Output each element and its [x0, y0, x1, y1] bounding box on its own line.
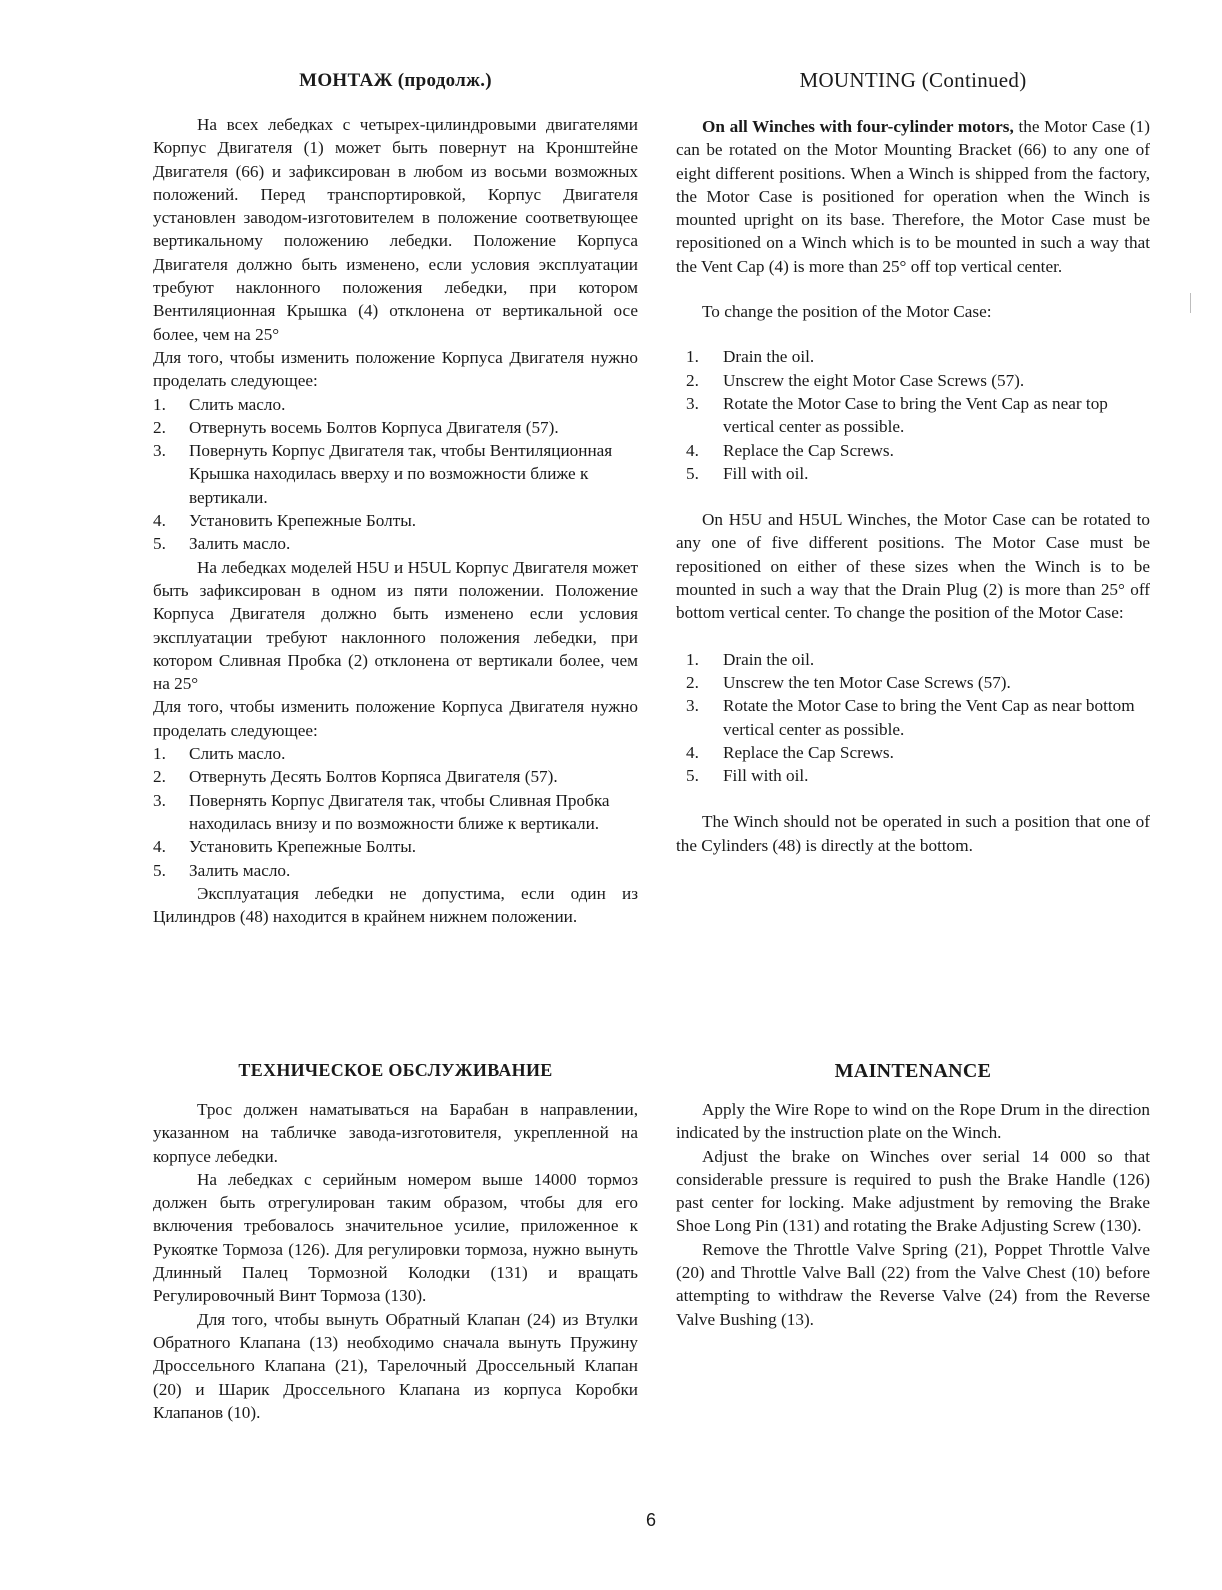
- ru-maintenance-paragraph-1: Трос должен наматываться на Барабан в направлении, указанном на табличке завода-изготовителя, укрепленной на корпусе лебедки.: [153, 1100, 638, 1166]
- list-item-text: Rotate the Motor Case to bring the Vent Cap as near bottom vertical center as possible.: [723, 696, 1135, 739]
- en-maintenance-section: [676, 1098, 1150, 1331]
- list-item: [676, 345, 1150, 368]
- ru-mounting-paragraph-1: На всех лебедках с четырех-цилиндровыми двигателями Корпус Двигателя (1) может быть повернут на Кронштейне Двигателя (66) и зафиксирован в любом из восьми возможных положений. Перед транспортировкой, Корпус Двигателя установлен заводом-изготовителем в положение соответвующее вертикальному положению лебедки. Положение Корпуса Двигателя должно быть изменено, если условия эксплуатации требуют наклонного положения лебедки, при котором Вентиляционная Крышка (4) отклонена от вертикальной осе более, чем на 25°: [153, 115, 638, 344]
- list-item-number: 3.: [153, 790, 166, 810]
- list-item-text: Unscrew the eight Motor Case Screws (57).: [723, 370, 1025, 390]
- list-item-number: 1.: [686, 649, 699, 669]
- list-item-text: Fill with oil.: [723, 463, 809, 483]
- ru-steps-list-1: [153, 393, 638, 556]
- list-item: [153, 509, 638, 532]
- list-item: [153, 439, 638, 509]
- list-item: [153, 835, 638, 858]
- ru-mounting-paragraph-2: Для того, чтобы изменить положение Корпуса Двигателя нужно проделать следующее:: [153, 347, 638, 391]
- list-item-number: 4.: [686, 440, 699, 460]
- ru-mounting-paragraph-4: Для того, чтобы изменить положение Корпуса Двигателя нужно проделать следующее:: [153, 697, 638, 740]
- en-maintenance-paragraph-1: Apply the Wire Rope to wind on the Rope Drum in the direction indicated by the instruction plate on the Winch.: [676, 1100, 1150, 1143]
- list-item-text: Отвернуть Десять Болтов Корпяса Двигателя (57).: [189, 767, 558, 787]
- ru-mounting-section: [153, 113, 638, 928]
- list-item: [153, 742, 638, 765]
- list-item-number: 5.: [153, 534, 166, 554]
- list-item: [676, 741, 1150, 764]
- en-mounting-paragraph-2: To change the position of the Motor Case:: [702, 302, 992, 322]
- list-item: [676, 764, 1150, 787]
- en-mounting-paragraph-1: [676, 115, 1150, 278]
- list-item: [153, 532, 638, 555]
- ru-maintenance-section: [153, 1098, 638, 1424]
- list-item-number: 3.: [153, 441, 166, 461]
- list-item-text: Установить Крепежные Болты.: [189, 837, 417, 857]
- ru-mounting-paragraph-5: Эксплуатация лебедки не допустима, если один из Цилиндров (48) находится в крайнем нижнем положении.: [153, 883, 638, 927]
- ru-steps-list-2: [153, 742, 638, 882]
- list-item-number: 2.: [153, 767, 166, 787]
- en-maintenance-paragraph-3: Remove the Throttle Valve Spring (21), Poppet Throttle Valve (20) and Throttle Valve Ball (22) from the Valve Chest (10) before attempting to withdraw the Reverse Valve (24) from the Reverse Valve Bushing (13).: [676, 1239, 1150, 1329]
- list-item-text: Replace the Cap Screws.: [723, 440, 894, 460]
- list-item-text: Слить масло.: [189, 394, 286, 414]
- list-item-number: 3.: [686, 393, 699, 413]
- list-item-text: Повернять Корпус Двигателя так, чтобы Сливная Пробка находилась внизу и по возможности ближе к вертикали.: [189, 790, 610, 833]
- list-item-text: Залить масло.: [189, 860, 291, 880]
- list-item-number: 1.: [153, 394, 166, 414]
- list-item: [676, 694, 1150, 741]
- list-item-text: Залить масло.: [189, 534, 291, 554]
- ru-heading-maintenance: ТЕХНИЧЕСКОЕ ОБСЛУЖИВАНИЕ: [238, 1060, 553, 1080]
- ru-maintenance-paragraph-2: На лебедках с серийным номером выше 14000 тормоз должен быть отрегулирован таким образом, чтобы для его включения требовалось значительное усилие, приложенное к Рукоятке Тормоза (126). Для регулировки тормоза, нужно вынуть Длинный Палец Тормозной Колодки (131) и вращать Регулировочный Винт Тормоза (130).: [153, 1169, 638, 1306]
- list-item: [676, 648, 1150, 671]
- en-heading-mounting: MOUNTING (Continued): [799, 68, 1027, 92]
- ru-heading-mounting: МОНТАЖ (продолж.): [299, 70, 492, 91]
- list-item: [153, 789, 638, 836]
- list-item: [153, 393, 638, 416]
- list-item-number: 4.: [153, 837, 166, 857]
- list-item-number: 4.: [686, 742, 699, 762]
- list-item: [676, 392, 1150, 439]
- list-item-number: 5.: [686, 463, 699, 483]
- en-paragraph-text: the Motor Case (1) can be rotated on the Motor Mounting Bracket (66) to any one of eight different positions. When a Winch is shipped from the factory, the Motor Case is positioned for operation when the Winch is mounted upright on its base. Therefore, the Motor Case must be repositioned on a Winch which is to be mounted in such a way that the Vent Cap (4) is more than 25° off top vertical center.: [676, 117, 1150, 276]
- list-item: [676, 462, 1150, 485]
- list-item-text: Replace the Cap Screws.: [723, 742, 894, 762]
- en-emphasis-text: On all Winches with four-cylinder motors,: [702, 117, 1014, 136]
- list-item-number: 2.: [153, 417, 166, 437]
- list-item-text: Отвернуть восемь Болтов Корпуса Двигателя (57).: [189, 417, 559, 437]
- en-steps-list-2: [676, 648, 1150, 788]
- en-mounting-paragraph-4: The Winch should not be operated in such a position that one of the Cylinders (48) is directly at the bottom.: [676, 812, 1150, 855]
- list-item-number: 5.: [153, 860, 166, 880]
- page-number: 6: [646, 1510, 657, 1530]
- list-item-number: 5.: [686, 766, 699, 786]
- en-heading-maintenance: MAINTENANCE: [834, 1060, 992, 1082]
- list-item-text: Слить масло.: [189, 744, 286, 764]
- list-item: [153, 765, 638, 788]
- list-item: [153, 416, 638, 439]
- list-item: [676, 439, 1150, 462]
- list-item-number: 3.: [686, 696, 699, 716]
- list-item-text: Drain the oil.: [723, 347, 815, 367]
- en-mounting-section: [676, 115, 1150, 857]
- list-item-text: Rotate the Motor Case to bring the Vent Cap as near top vertical center as possible.: [723, 393, 1108, 437]
- list-item-number: 2.: [686, 370, 699, 390]
- list-item: [676, 369, 1150, 392]
- en-steps-list-1: [676, 345, 1150, 485]
- list-item-text: Повернуть Корпус Двигателя так, чтобы Вентиляционная Крышка находилась вверху и по возможности ближе к вертикали.: [189, 441, 613, 507]
- list-item-text: Установить Крепежные Болты.: [189, 511, 417, 531]
- list-item-number: 2.: [686, 672, 699, 692]
- list-item-number: 4.: [153, 511, 166, 531]
- list-item-number: 1.: [153, 744, 166, 764]
- en-maintenance-paragraph-2: Adjust the brake on Winches over serial 14 000 so that considerable pressure is required to push the Brake Handle (126) past center for locking. Make adjustment by removing the Brake Shoe Long Pin (131) and rotating the Brake Adjusting Screw (130).: [676, 1146, 1150, 1236]
- list-item-text: Unscrew the ten Motor Case Screws (57).: [723, 672, 1011, 692]
- margin-mark: [1190, 293, 1191, 313]
- list-item-number: 1.: [686, 347, 699, 367]
- list-item-text: Fill with oil.: [723, 766, 809, 786]
- ru-mounting-paragraph-3: На лебедках моделей H5U и H5UL Корпус Двигателя может быть зафиксирован в одном из пяти положении. Положение Корпуса Двигателя должно быть изменено если условия эксплуатации требуют наклонного положения лебедки, при котором Сливная Пробка (2) отклонена от вертикали более, чем на 25°: [153, 557, 638, 694]
- list-item-text: Drain the oil.: [723, 649, 815, 669]
- list-item: [153, 859, 638, 882]
- en-mounting-paragraph-3: On H5U and H5UL Winches, the Motor Case can be rotated to any one of five different positions. The Motor Case must be repositioned on either of these sizes when the Winch is to be mounted in such a way that the Drain Plug (2) is more than 25° off bottom vertical center. To change the position of the Motor Case:: [676, 510, 1150, 623]
- list-item: [676, 671, 1150, 694]
- ru-maintenance-paragraph-3: Для того, чтобы вынуть Обратный Клапан (24) из Втулки Обратного Клапана (13) необходимо сначала вынуть Пружину Дроссельного Клапана (21), Тарелочный Дроссельный Клапан (20) и Шарик Дроссельного Клапана из корпуса Коробки Клапанов (10).: [153, 1309, 638, 1422]
